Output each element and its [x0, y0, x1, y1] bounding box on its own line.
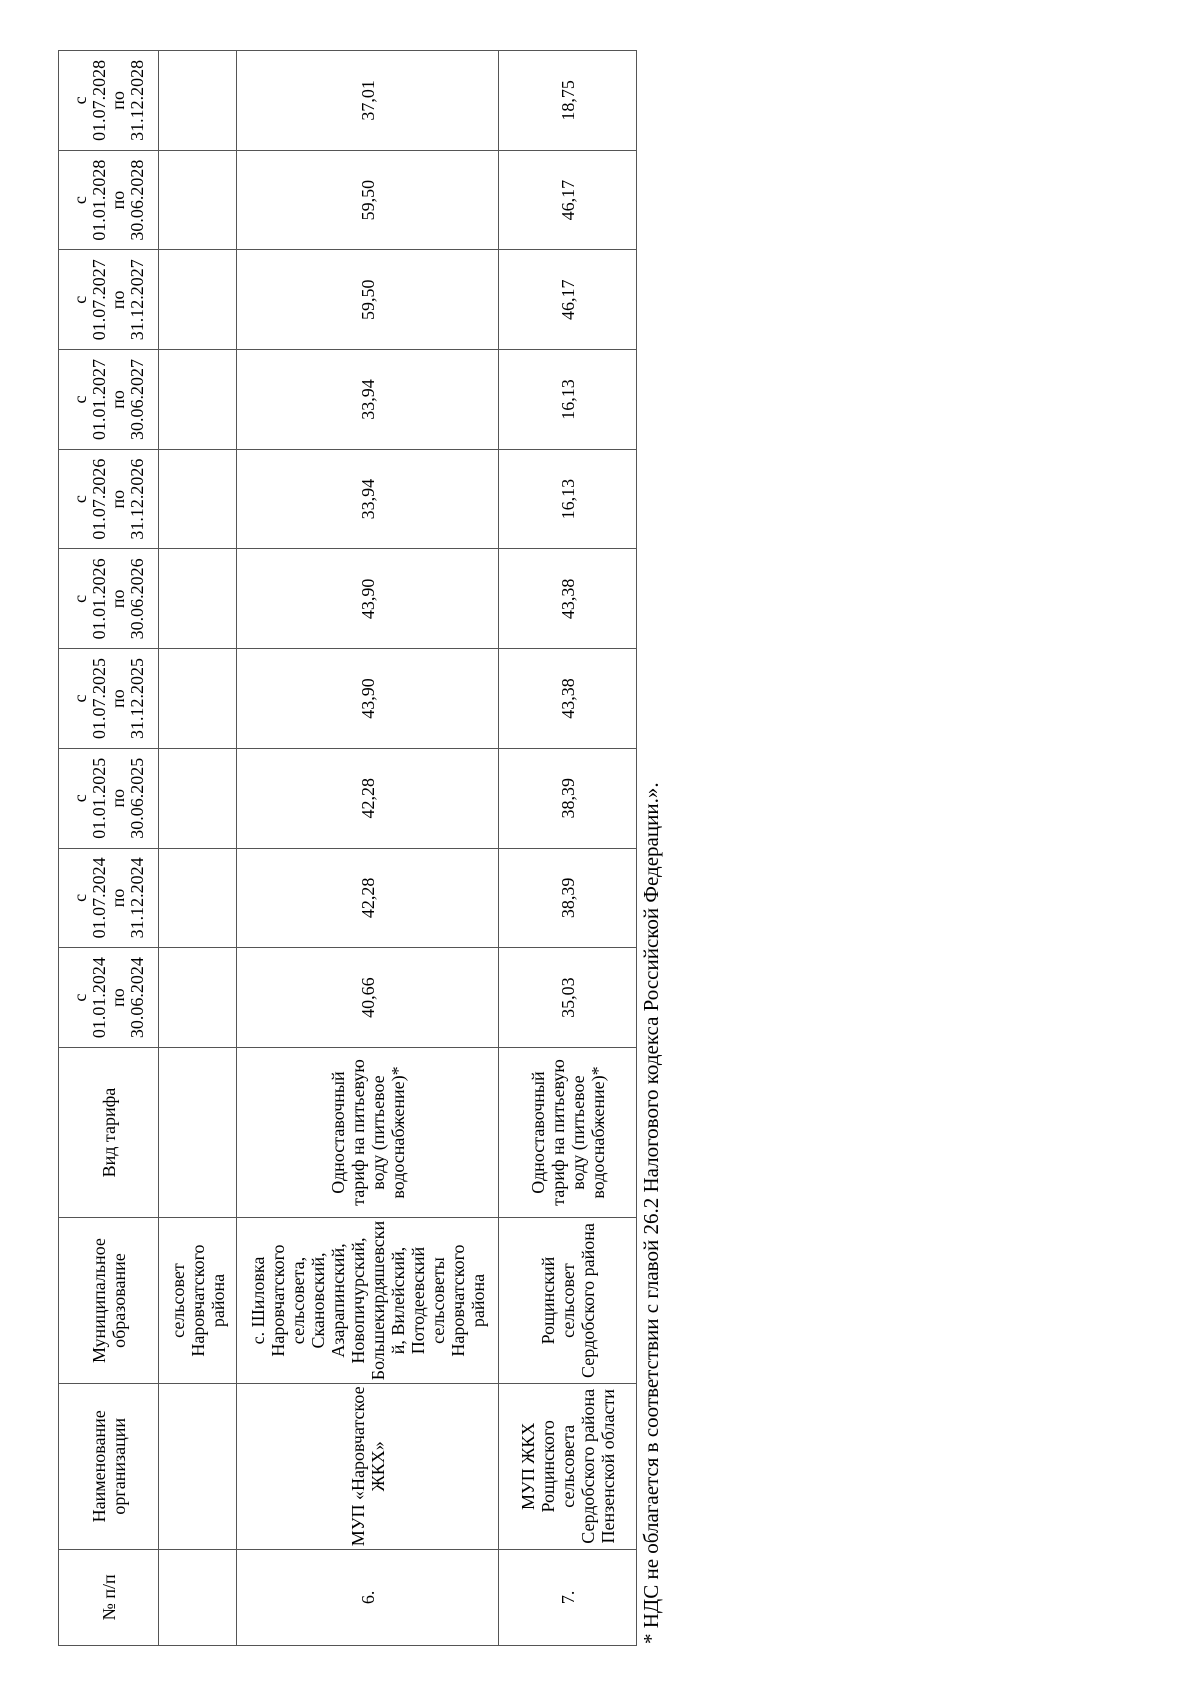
vat-footnote: * НДС не облагается в соответствии с главой 26.2 Налогового кодекса Российской Федерации.».: [639, 782, 663, 1644]
cell-value: [159, 51, 237, 151]
cell-tariff-type: Одноставочный тариф на питьевую воду (питьевое водоснабжение)*: [499, 1047, 637, 1217]
cell-num: 6.: [237, 1549, 499, 1645]
cell-value: 33,94: [237, 449, 499, 549]
cell-value: 43,90: [237, 549, 499, 649]
cell-value: 46,17: [499, 250, 637, 350]
col-header-tariff-type: Вид тарифа: [59, 1047, 159, 1217]
col-header-period-1: с 01.01.2024 по 30.06.2024: [59, 948, 159, 1048]
col-header-org: Наименование организации: [59, 1383, 159, 1549]
cell-value: [159, 150, 237, 250]
cell-tariff-type: Одноставочный тариф на питьевую воду (питьевое водоснабжение)*: [237, 1047, 499, 1217]
cell-num: [159, 1549, 237, 1645]
cell-value: [159, 848, 237, 948]
cell-value: [159, 948, 237, 1048]
cell-mun: сельсовет Наровчатского района: [159, 1218, 237, 1384]
cell-value: 46,17: [499, 150, 637, 250]
cell-value: [159, 748, 237, 848]
cell-value: 43,38: [499, 649, 637, 749]
cell-org: [159, 1383, 237, 1549]
cell-value: [159, 350, 237, 450]
cell-value: [159, 449, 237, 549]
cell-value: 18,75: [499, 51, 637, 151]
cell-tariff-type: [159, 1047, 237, 1217]
cell-value: 43,38: [499, 549, 637, 649]
rotated-page: [58, 46, 678, 1646]
cell-org: МУП «Наровчатское ЖКХ»: [237, 1383, 499, 1549]
cell-value: 37,01: [237, 51, 499, 151]
cell-value: 42,28: [237, 748, 499, 848]
col-header-period-8: с 01.07.2027 по 31.12.2027: [59, 250, 159, 350]
col-header-num: № п/п: [59, 1549, 159, 1645]
cell-value: 59,50: [237, 150, 499, 250]
table-row-6: [237, 51, 499, 1646]
cell-mun: Рощинский сельсовет Сердобского района: [499, 1218, 637, 1384]
cell-value: 40,66: [237, 948, 499, 1048]
cell-value: 42,28: [237, 848, 499, 948]
col-header-period-7: с 01.01.2027 по 30.06.2027: [59, 350, 159, 450]
col-header-period-6: с 01.07.2026 по 31.12.2026: [59, 449, 159, 549]
cell-num: 7.: [499, 1549, 637, 1645]
cell-value: 16,13: [499, 449, 637, 549]
col-header-period-10: с 01.07.2028 по 31.12.2028: [59, 51, 159, 151]
table-row-7: [499, 51, 637, 1646]
col-header-period-3: с 01.01.2025 по 30.06.2025: [59, 748, 159, 848]
cell-org: МУП ЖКХ Рощинского сельсовета Сердобского района Пензенской области: [499, 1383, 637, 1549]
col-header-period-5: с 01.01.2026 по 30.06.2026: [59, 549, 159, 649]
cell-value: 38,39: [499, 748, 637, 848]
cell-value: 43,90: [237, 649, 499, 749]
col-header-period-4: с 01.07.2025 по 31.12.2025: [59, 649, 159, 749]
col-header-period-2: с 01.07.2024 по 31.12.2024: [59, 848, 159, 948]
col-header-mun: Муниципальное образование: [59, 1218, 159, 1384]
cell-value: 33,94: [237, 350, 499, 450]
cell-value: [159, 250, 237, 350]
cell-value: 38,39: [499, 848, 637, 948]
cell-value: [159, 549, 237, 649]
cell-value: [159, 649, 237, 749]
col-header-period-9: с 01.01.2028 по 30.06.2028: [59, 150, 159, 250]
cell-value: 59,50: [237, 250, 499, 350]
tariff-table: [58, 50, 637, 1646]
cell-mun: с. Шиловка Наровчатского сельсовета, Скановский, Азарапинский, Новопичурский, Большекирдяшевский, Вилейский, Потодеевский сельсоветы Наровчатского района: [237, 1218, 499, 1384]
cell-value: 16,13: [499, 350, 637, 450]
table-row-continuation: [159, 51, 237, 1646]
cell-value: 35,03: [499, 948, 637, 1048]
header-row: [59, 51, 159, 1646]
